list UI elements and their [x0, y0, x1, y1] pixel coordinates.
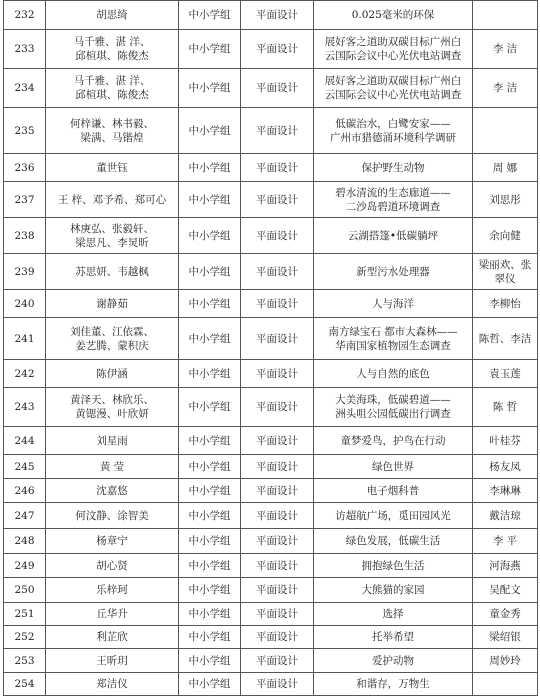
student-names: 董世钰 [96, 161, 128, 174]
row-number-cell [4, 388, 46, 427]
row-number: 235 [14, 124, 35, 137]
teacher: 杨友凤 [489, 460, 521, 473]
group-cell [179, 108, 241, 154]
table-row [4, 254, 538, 290]
teacher-cell [473, 182, 538, 218]
work-title: 大美海珠，低碳碧道—— 洲头咀公园低碳出行调查 [335, 394, 451, 420]
table-row [4, 479, 538, 503]
group-cell [179, 529, 241, 554]
group-cell [179, 554, 241, 578]
row-number-cell [4, 1, 46, 30]
group-cell [179, 455, 241, 479]
work-title: 人与海洋 [372, 297, 414, 310]
student-names: 林庚弘、张毅轩、 梁思凡、李炅昕 [70, 222, 154, 249]
group-cell [179, 388, 241, 427]
group: 中小学组 [188, 332, 231, 345]
work-title-cell [314, 529, 473, 554]
teacher-cell [473, 427, 538, 455]
teacher-cell [473, 318, 538, 360]
row-number-cell [4, 578, 46, 603]
category-cell [241, 603, 314, 626]
work-title: 碧水清流的生态廊道—— 二沙岛碧道环境调查 [335, 186, 451, 213]
teacher-cell [473, 455, 538, 479]
work-title: 绿色世界 [372, 460, 414, 473]
teacher-cell [473, 30, 538, 69]
group-cell [179, 603, 241, 626]
student-names-cell [46, 154, 179, 182]
work-title: 展好客之道助双碳目标广州白 云国际会议中心光伏电站调查 [324, 75, 462, 101]
student-names: 胡思绮 [96, 9, 128, 21]
group-cell [179, 218, 241, 254]
table-row [4, 154, 538, 182]
student-names-cell [46, 182, 179, 218]
work-title-cell [314, 69, 473, 108]
teacher-cell [473, 479, 538, 503]
category: 平面设计 [256, 332, 298, 345]
work-title-cell [314, 649, 473, 673]
category: 平面设计 [256, 509, 298, 522]
award-list-table [3, 0, 538, 696]
work-title-cell [314, 603, 473, 626]
teacher: 吴配文 [489, 584, 521, 596]
category: 平面设计 [256, 367, 298, 380]
work-title-cell [314, 182, 473, 218]
student-names: 刘佳董、江依霖、 姜艺腾、蒙积庆 [70, 325, 154, 352]
row-number: 249 [14, 559, 35, 572]
teacher-cell [473, 388, 538, 427]
category: 平面设计 [256, 460, 298, 473]
student-names-cell [46, 455, 179, 479]
group-cell [179, 673, 241, 696]
student-names-cell [46, 503, 179, 529]
student-names-cell [46, 1, 179, 30]
teacher-cell [473, 108, 538, 154]
teacher-cell [473, 1, 538, 30]
teacher: 余向健 [489, 229, 521, 242]
group-cell [179, 318, 241, 360]
table-row [4, 1, 538, 30]
row-number-cell [4, 427, 46, 455]
work-title-cell [314, 254, 473, 290]
row-number: 243 [14, 401, 35, 413]
row-number: 250 [14, 584, 35, 596]
work-title-cell [314, 1, 473, 30]
row-number-cell [4, 455, 46, 479]
teacher-cell [473, 578, 538, 603]
row-number-cell [4, 182, 46, 218]
student-names-cell [46, 626, 179, 649]
group-cell [179, 154, 241, 182]
row-number: 237 [14, 193, 35, 206]
category: 平面设计 [256, 608, 298, 620]
group: 中小学组 [188, 654, 231, 667]
teacher: 李 洁 [492, 43, 518, 55]
group: 中小学组 [188, 229, 231, 242]
table-row [4, 603, 538, 626]
category-cell [241, 154, 314, 182]
teacher-cell [473, 503, 538, 529]
teacher-cell [473, 360, 538, 388]
category: 平面设计 [256, 484, 298, 497]
table-body [4, 1, 538, 696]
teacher-cell [473, 649, 538, 673]
row-number: 236 [14, 161, 35, 174]
group: 中小学组 [188, 82, 231, 94]
work-title-cell [314, 388, 473, 427]
group-cell [179, 30, 241, 69]
row-number: 252 [14, 631, 35, 643]
work-title-cell [314, 108, 473, 154]
row-number-cell [4, 360, 46, 388]
teacher: 陈 哲 [492, 401, 518, 413]
category-cell [241, 182, 314, 218]
category: 平面设计 [256, 631, 298, 643]
row-number: 240 [14, 297, 35, 310]
category: 平面设计 [256, 229, 298, 242]
group-cell [179, 290, 241, 318]
group: 中小学组 [188, 631, 231, 643]
teacher-cell [473, 554, 538, 578]
category-cell [241, 503, 314, 529]
table-row [4, 503, 538, 529]
category-cell [241, 578, 314, 603]
table-row [4, 290, 538, 318]
work-title: 拥抱绿色生活 [361, 559, 425, 572]
student-names-cell [46, 603, 179, 626]
student-names: 何梓谦、林书毅、 梁满、马锴煌 [70, 117, 154, 144]
student-names: 王昕玥 [96, 654, 128, 667]
student-names-cell [46, 30, 179, 69]
student-names: 杨章宁 [96, 535, 128, 547]
category-cell [241, 673, 314, 696]
category: 平面设计 [256, 193, 298, 206]
work-title-cell [314, 30, 473, 69]
row-number-cell [4, 218, 46, 254]
teacher: 童金秀 [489, 608, 521, 620]
table-row [4, 182, 538, 218]
work-title: 和谐存，万物生 [356, 678, 430, 690]
group: 中小学组 [188, 509, 231, 522]
work-title-cell [314, 673, 473, 696]
teacher: 李 平 [492, 535, 518, 547]
table-row [4, 69, 538, 108]
group-cell [179, 503, 241, 529]
row-number-cell [4, 69, 46, 108]
student-names: 沈嘉悠 [96, 484, 128, 497]
row-number-cell [4, 649, 46, 673]
teacher: 刘思彤 [489, 193, 521, 206]
work-title-cell [314, 503, 473, 529]
category-cell [241, 30, 314, 69]
table-row [4, 388, 538, 427]
category: 平面设计 [256, 297, 298, 310]
student-names: 黄 莹 [99, 460, 125, 473]
table-row [4, 427, 538, 455]
work-title-cell [314, 218, 473, 254]
row-number-cell [4, 290, 46, 318]
group-cell [179, 649, 241, 673]
group-cell [179, 69, 241, 108]
group-cell [179, 427, 241, 455]
row-number: 244 [14, 434, 35, 447]
work-title: 绿色发展，低碳生活 [345, 535, 441, 547]
table-row [4, 578, 538, 603]
row-number-cell [4, 626, 46, 649]
group-cell [179, 254, 241, 290]
group: 中小学组 [188, 297, 231, 310]
student-names-cell [46, 554, 179, 578]
row-number: 248 [14, 535, 35, 547]
work-title: 云湖搭篷•低碳躺坪 [347, 229, 439, 242]
student-names-cell [46, 108, 179, 154]
category: 平面设计 [256, 434, 298, 447]
table-row [4, 318, 538, 360]
category-cell [241, 1, 314, 30]
row-number-cell [4, 254, 46, 290]
group-cell [179, 626, 241, 649]
group: 中小学组 [188, 161, 231, 174]
category: 平面设计 [256, 161, 298, 174]
row-number-cell [4, 673, 46, 696]
category: 平面设计 [256, 401, 298, 413]
table-row [4, 455, 538, 479]
category-cell [241, 427, 314, 455]
group: 中小学组 [188, 193, 231, 206]
row-number: 242 [14, 367, 35, 380]
work-title-cell [314, 455, 473, 479]
table-row [4, 626, 538, 649]
category-cell [241, 254, 314, 290]
student-names: 胡心贤 [96, 559, 128, 572]
table-row [4, 673, 538, 696]
work-title-cell [314, 578, 473, 603]
row-number: 246 [14, 484, 35, 497]
teacher: 李琳琳 [489, 484, 521, 497]
student-names-cell [46, 254, 179, 290]
table-row [4, 108, 538, 154]
work-title-cell [314, 154, 473, 182]
student-names: 乐梓珂 [96, 584, 128, 596]
group: 中小学组 [188, 460, 231, 473]
group: 中小学组 [188, 265, 231, 278]
table-row [4, 649, 538, 673]
category-cell [241, 554, 314, 578]
category-cell [241, 626, 314, 649]
teacher: 李 洁 [492, 82, 518, 94]
work-title: 托举希望 [372, 631, 414, 643]
group: 中小学组 [188, 434, 231, 447]
row-number: 232 [14, 9, 35, 21]
work-title: 访超航广场，觅田园风光 [335, 509, 451, 522]
category: 平面设计 [256, 82, 298, 94]
student-names: 王 梓、邓予希、郑可心 [57, 193, 167, 206]
work-title: 0.025毫米的环保 [351, 9, 435, 21]
teacher-cell [473, 673, 538, 696]
student-names: 马千雅、湛 洋、 邱楦琪、陈俊杰 [73, 75, 151, 101]
group: 中小学组 [188, 43, 231, 55]
group-cell [179, 360, 241, 388]
work-title: 童梦爱鸟，护鸟在行动 [340, 434, 446, 447]
row-number: 233 [14, 43, 35, 55]
work-title: 选择 [382, 608, 404, 620]
row-number: 238 [14, 229, 35, 242]
work-title: 大熊猫的家园 [361, 584, 425, 596]
teacher: 叶桂芬 [489, 434, 521, 447]
work-title: 低碳治水，白鹭安家—— 广州市猎德涌环境科学调研 [330, 117, 456, 144]
table-row [4, 30, 538, 69]
category: 平面设计 [256, 9, 298, 21]
category: 平面设计 [256, 265, 298, 278]
student-names-cell [46, 649, 179, 673]
category-cell [241, 455, 314, 479]
student-names: 郑洁仪 [96, 678, 128, 690]
teacher: 袁玉莲 [489, 367, 521, 380]
category-cell [241, 388, 314, 427]
category-cell [241, 108, 314, 154]
row-number: 251 [14, 608, 35, 620]
student-names-cell [46, 218, 179, 254]
student-names-cell [46, 69, 179, 108]
group-cell [179, 578, 241, 603]
teacher-cell [473, 290, 538, 318]
work-title: 展好客之道助双碳目标广州白 云国际会议中心光伏电站调查 [324, 36, 462, 62]
work-title-cell [314, 360, 473, 388]
table-row [4, 529, 538, 554]
student-names: 谢静茹 [96, 297, 128, 310]
teacher-cell [473, 69, 538, 108]
teacher: 李柳怡 [489, 297, 521, 310]
group: 中小学组 [188, 584, 231, 596]
student-names: 利芷欣 [96, 631, 128, 643]
student-names-cell [46, 360, 179, 388]
category: 平面设计 [256, 654, 298, 667]
teacher-cell [473, 529, 538, 554]
group: 中小学组 [188, 401, 231, 413]
teacher-cell [473, 254, 538, 290]
teacher: 戴洁琼 [489, 509, 521, 522]
category: 平面设计 [256, 124, 298, 137]
student-names: 陈伊涵 [96, 367, 128, 380]
row-number: 241 [14, 332, 35, 345]
teacher: 陈哲、李洁 [478, 332, 532, 345]
category-cell [241, 529, 314, 554]
row-number: 239 [14, 265, 35, 278]
work-title: 保护野生动物 [361, 161, 425, 174]
table-row [4, 360, 538, 388]
row-number-cell [4, 479, 46, 503]
work-title: 电子烟科普 [366, 484, 420, 497]
group: 中小学组 [188, 535, 231, 547]
group: 中小学组 [188, 608, 231, 620]
row-number: 253 [14, 654, 35, 667]
student-names-cell [46, 388, 179, 427]
group: 中小学组 [188, 559, 231, 572]
work-title-cell [314, 427, 473, 455]
group-cell [179, 1, 241, 30]
student-names: 丘华升 [96, 608, 128, 620]
category: 平面设计 [256, 43, 298, 55]
row-number-cell [4, 108, 46, 154]
student-names: 何汶静、涂智美 [75, 509, 149, 522]
student-names-cell [46, 290, 179, 318]
student-names-cell [46, 529, 179, 554]
student-names-cell [46, 318, 179, 360]
group: 中小学组 [188, 124, 231, 137]
row-number-cell [4, 318, 46, 360]
group: 中小学组 [188, 678, 231, 690]
category: 平面设计 [256, 584, 298, 596]
work-title-cell [314, 554, 473, 578]
student-names-cell [46, 673, 179, 696]
row-number-cell [4, 554, 46, 578]
student-names-cell [46, 427, 179, 455]
group: 中小学组 [188, 484, 231, 497]
category-cell [241, 479, 314, 503]
student-names: 苏思妍、韦越枫 [75, 265, 149, 278]
category-cell [241, 69, 314, 108]
category-cell [241, 318, 314, 360]
row-number-cell [4, 30, 46, 69]
group: 中小学组 [188, 367, 231, 380]
category-cell [241, 649, 314, 673]
student-names-cell [46, 578, 179, 603]
teacher: 周妙玲 [489, 654, 521, 667]
work-title: 爱护动物 [372, 654, 414, 667]
work-title: 新型污水处理器 [356, 265, 430, 278]
student-names: 刘星雨 [96, 434, 128, 447]
work-title: 南方绿宝石 都市大森林—— 华南国家植物园生态调查 [328, 325, 458, 352]
category-cell [241, 360, 314, 388]
group-cell [179, 182, 241, 218]
row-number: 247 [14, 509, 35, 522]
work-title-cell [314, 626, 473, 649]
teacher: 梁绍银 [489, 631, 521, 643]
work-title-cell [314, 318, 473, 360]
category: 平面设计 [256, 559, 298, 572]
group-cell [179, 479, 241, 503]
category: 平面设计 [256, 678, 298, 690]
teacher-cell [473, 626, 538, 649]
teacher-cell [473, 603, 538, 626]
student-names-cell [46, 479, 179, 503]
row-number: 245 [14, 460, 35, 473]
category-cell [241, 290, 314, 318]
row-number-cell [4, 503, 46, 529]
student-names: 黄泽天、林欣乐、 黄锶漫、叶欣妍 [70, 394, 154, 420]
work-title-cell [314, 290, 473, 318]
work-title: 人与自然的底色 [356, 367, 430, 380]
row-number-cell [4, 603, 46, 626]
row-number-cell [4, 154, 46, 182]
category: 平面设计 [256, 535, 298, 547]
table-row [4, 554, 538, 578]
row-number: 254 [14, 678, 35, 690]
work-title-cell [314, 479, 473, 503]
teacher: 梁丽欢、张 翠仪 [478, 258, 532, 285]
teacher-cell [473, 154, 538, 182]
group: 中小学组 [188, 9, 231, 21]
row-number: 234 [14, 82, 35, 94]
row-number-cell [4, 529, 46, 554]
category-cell [241, 218, 314, 254]
teacher-cell [473, 218, 538, 254]
teacher: 河海燕 [489, 559, 521, 572]
table-row [4, 218, 538, 254]
student-names: 马千雅、湛 洋、 邱楦琪、陈俊杰 [73, 36, 151, 62]
teacher: 周 娜 [492, 161, 518, 174]
